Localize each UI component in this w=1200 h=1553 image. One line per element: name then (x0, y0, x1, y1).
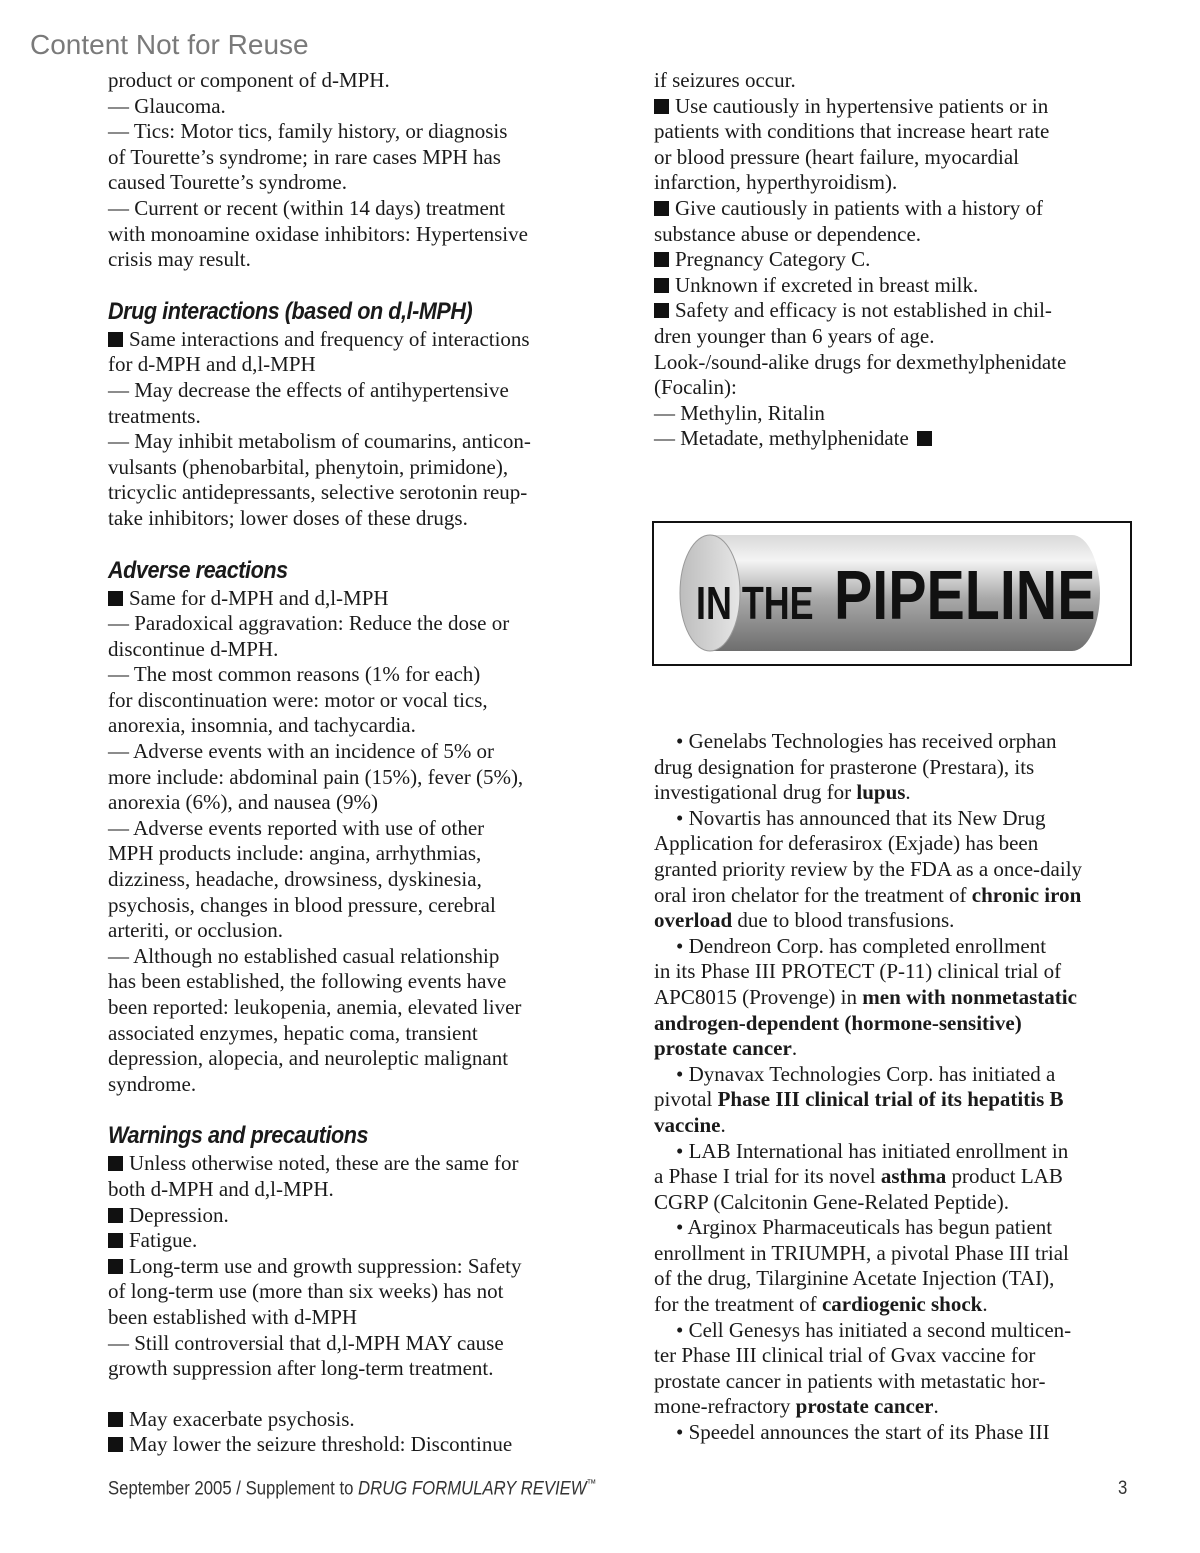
pipeline-word-1: IN THE (696, 577, 814, 630)
text-line: androgen-dependent (hormone-sensitive) (654, 1010, 1022, 1035)
text-line: in its Phase III PROTECT (P-11) clinical trial of (654, 959, 1062, 984)
text-line: depression, alopecia, and neuroleptic malignant (108, 1046, 509, 1071)
text-line: — The most common reasons (1% for each) (108, 662, 481, 687)
text-line: — May inhibit metabolism of coumarins, anticon- (108, 429, 531, 454)
section-heading-adverse-reactions: Adverse reactions (108, 556, 288, 584)
text-line: ter Phase III clinical trial of Gvax vaccine for (654, 1343, 1036, 1368)
text-line: infarction, hyperthyroidism). (654, 170, 898, 195)
bullet-line: Fatigue. (108, 1228, 593, 1254)
text-line: take inhibitors; lower doses of these drugs. (108, 505, 468, 530)
bullet-line: Safety and efficacy is not established in chil- (654, 298, 1134, 324)
text-line: drug designation for prasterone (Prestara), its (654, 754, 1035, 779)
pipeline-news-list (654, 729, 1134, 1446)
text-line: (Focalin): (654, 375, 737, 400)
end-mark-icon (917, 431, 932, 446)
text-line: of long-term use (more than six weeks) has not (108, 1279, 504, 1304)
bullet-line: Depression. (108, 1203, 593, 1229)
pipeline-word-2: PIPELINE (834, 555, 1096, 635)
text-line: anorexia, insomnia, and tachycardia. (108, 713, 416, 738)
text-line: for the treatment of cardiogenic shock. (654, 1292, 988, 1317)
bullet-line: Same interactions and frequency of interactions (108, 327, 593, 353)
text-line: prostate cancer in patients with metastatic hor- (654, 1368, 1046, 1393)
footer-citation: September 2005 / Supplement to DRUG FORMULARY REVIEW™ (108, 1478, 597, 1500)
text-line: if seizures occur. (654, 68, 796, 92)
text-line: dren younger than 6 years of age. (654, 323, 935, 348)
text-line: — Adverse events reported with use of other (108, 815, 485, 840)
pipeline-item: • Genelabs Technologies has received orphan (676, 729, 1057, 753)
text-line: — Although no established casual relationship (108, 943, 500, 968)
text-line: granted priority review by the FDA as a once-daily (654, 856, 1083, 881)
text-line: a Phase I trial for its novel asthma product LAB (654, 1164, 1063, 1189)
pipe-graphic (654, 523, 1130, 664)
text-line: of Tourette’s syndrome; in rare cases MPH has (108, 144, 501, 169)
pipeline-item: • Cell Genesys has initiated a second multicen- (676, 1317, 1072, 1342)
text-line: growth suppression after long-term treatment. (108, 1356, 494, 1381)
text-line: with monoamine oxidase inhibitors: Hypertensive (108, 221, 528, 246)
text-line: Look-/sound-alike drugs for dexmethylphenidate (654, 349, 1067, 374)
text-line: discontinue d-MPH. (108, 636, 279, 661)
text-line: MPH products include: angina, arrhythmias, (108, 841, 482, 866)
text-line: — Still controversial that d,l-MPH MAY cause (108, 1330, 504, 1355)
bullet-line: Unknown if excreted in breast milk. (654, 273, 1134, 299)
pipeline-item: • Novartis has announced that its New Drug (676, 805, 1046, 830)
square-bullet-icon (108, 1437, 123, 1452)
pipeline-item: • LAB International has initiated enrollment in (676, 1138, 1069, 1163)
bullet-line: Long-term use and growth suppression: Safety (108, 1254, 593, 1280)
text-line: caused Tourette’s syndrome. (108, 170, 347, 195)
text-line: of the drug, Tilarginine Acetate Injection (TAI), (654, 1266, 1055, 1291)
text-line: Application for deferasirox (Exjade) has been (654, 831, 1039, 856)
text-line: APC8015 (Provenge) in men with nonmetastatic (654, 984, 1077, 1009)
text-line: arteriti, or occlusion. (108, 918, 283, 943)
text-line: been reported: leukopenia, anemia, elevated liver (108, 995, 522, 1019)
text-line: — Adverse events with an incidence of 5% or (108, 739, 495, 764)
text-line: CGRP (Calcitonin Gene-Related Peptide). (654, 1189, 1009, 1214)
publication-title: DRUG FORMULARY REVIEW (358, 1478, 587, 1500)
square-bullet-icon (654, 201, 669, 216)
square-bullet-icon (108, 1259, 123, 1274)
text-line: both d-MPH and d,l-MPH. (108, 1176, 334, 1201)
bullet-line: May lower the seizure threshold: Discontinue (108, 1432, 593, 1458)
text-line: investigational drug for lupus. (654, 780, 911, 805)
text-line: psychosis, changes in blood pressure, cerebral (108, 892, 496, 917)
text-line: associated enzymes, hepatic coma, transient (108, 1020, 478, 1045)
square-bullet-icon (654, 99, 669, 114)
text-line: has been established, the following events have (108, 969, 507, 994)
text-line: more include: abdominal pain (15%), fever (5%), (108, 764, 524, 789)
text-line: or blood pressure (heart failure, myocardial (654, 144, 1020, 169)
square-bullet-icon (108, 1233, 123, 1248)
text-line: — May decrease the effects of antihypertensive (108, 377, 509, 402)
page-number: 3 (1118, 1478, 1128, 1499)
text-line: anorexia (6%), and nausea (9%) (108, 790, 378, 815)
text-line: mone-refractory prostate cancer. (654, 1394, 939, 1419)
square-bullet-icon (108, 332, 123, 347)
bullet-line: Give cautiously in patients with a history of (654, 196, 1134, 222)
text-line: syndrome. (108, 1071, 197, 1096)
text-line: — Methylin, Ritalin (654, 400, 825, 425)
text-line: substance abuse or dependence. (654, 221, 922, 246)
bullet-line: May exacerbate psychosis. (108, 1407, 593, 1433)
bullet-line: Pregnancy Category C. (654, 247, 1134, 273)
pipeline-banner (652, 521, 1132, 666)
text-line: for d-MPH and d,l-MPH (108, 352, 316, 377)
pipeline-item: • Dendreon Corp. has completed enrollment (676, 933, 1047, 958)
text-line: crisis may result. (108, 247, 251, 272)
text-line: for discontinuation were: motor or vocal tics, (108, 687, 488, 712)
text-line: enrollment in TRIUMPH, a pivotal Phase III trial (654, 1240, 1069, 1265)
text-line: been established with d-MPH (108, 1304, 358, 1329)
left-column (108, 68, 593, 1458)
pipeline-item: • Dynavax Technologies Corp. has initiated a (676, 1061, 1056, 1086)
text-line: — Paradoxical aggravation: Reduce the dose or (108, 611, 510, 636)
text-line: — Tics: Motor tics, family history, or diagnosis (108, 119, 508, 144)
section-heading-warnings: Warnings and precautions (108, 1122, 369, 1150)
bullet-line: Unless otherwise noted, these are the same for (108, 1151, 593, 1177)
pipeline-item: • Arginox Pharmaceuticals has begun patient (676, 1215, 1053, 1240)
text-line: patients with conditions that increase heart rate (654, 119, 1050, 144)
text-line: pivotal Phase III clinical trial of its hepatitis B (654, 1087, 1064, 1112)
text-line: overload due to blood transfusions. (654, 908, 955, 933)
text-line: vaccine. (654, 1112, 726, 1137)
watermark: Content Not for Reuse (30, 29, 309, 60)
text-line: dizziness, headache, drowsiness, dyskinesia, (108, 867, 482, 892)
square-bullet-icon (108, 1208, 123, 1223)
section-heading-drug-interactions: Drug interactions (based on d,l-MPH) (108, 297, 473, 325)
text-line: — Glaucoma. (108, 93, 226, 118)
text-line: vulsants (phenobarbital, phenytoin, primidone), (108, 454, 509, 479)
bullet-line: Use cautiously in hypertensive patients or in (654, 94, 1134, 120)
text-line: product or component of d-MPH. (108, 68, 390, 92)
right-column-top (654, 68, 1134, 452)
text-line: — Metadate, methylphenidate (654, 426, 1134, 452)
text-line: — Current or recent (within 14 days) treatment (108, 195, 506, 220)
square-bullet-icon (108, 1156, 123, 1171)
square-bullet-icon (654, 303, 669, 318)
square-bullet-icon (654, 252, 669, 267)
square-bullet-icon (654, 278, 669, 293)
pipeline-item: • Speedel announces the start of its Phase III (676, 1420, 1050, 1445)
bullet-line: Same for d-MPH and d,l-MPH (108, 586, 593, 612)
text-line: tricyclic antidepressants, selective serotonin reup- (108, 480, 528, 505)
square-bullet-icon (108, 1412, 123, 1427)
text-line: oral iron chelator for the treatment of chronic iron (654, 882, 1082, 907)
text-line: prostate cancer. (654, 1036, 798, 1061)
text-line: treatments. (108, 403, 201, 428)
square-bullet-icon (108, 591, 123, 606)
